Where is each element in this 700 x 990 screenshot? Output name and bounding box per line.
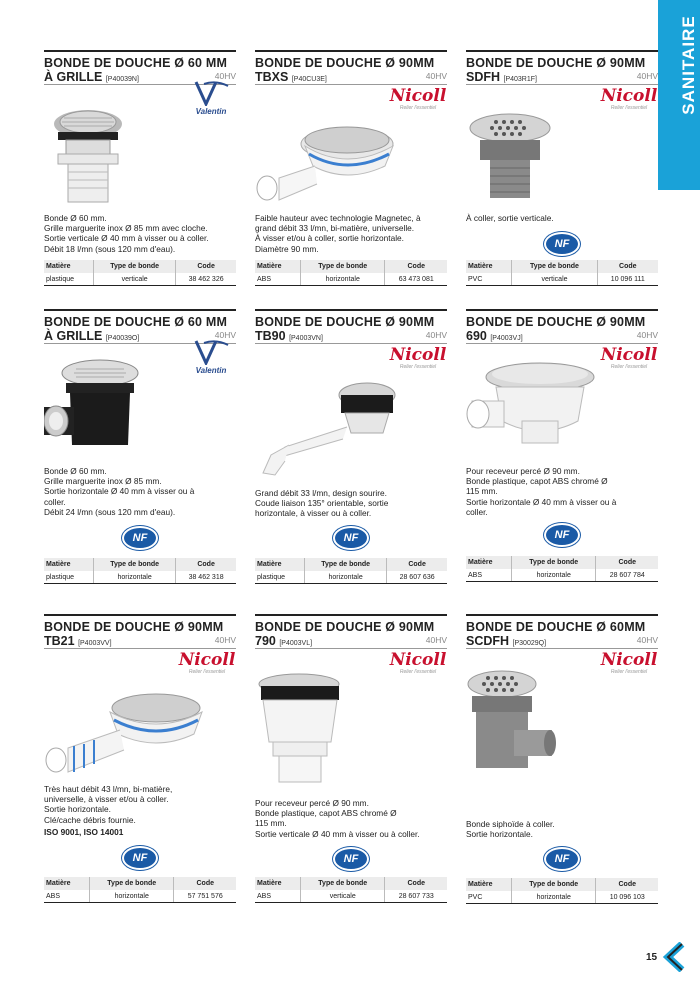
table-row: plastique horizontale 38 462 318 [44,571,236,584]
page-arrow-icon [660,942,690,972]
nf-certification-icon: NF [544,523,580,547]
product-image [255,114,405,204]
nicoll-logo: Nicoll Relier l'essentiel [600,650,658,675]
product-card [466,614,658,904]
product-description: Faible hauteur avec technologie Magnetec, à grand débit 33 l/mn, bi-matière, universelle. À visser et/ou à coller, sortie horizontale. Diamètre 90 mm. [255,213,421,254]
product-title: BONDE DE DOUCHE Ø 90MM [255,56,435,70]
table-row: plastique verticale 38 462 326 [44,273,236,286]
spec-table: Matière Type de bonde Code plastique horizontale 28 607 636 [255,558,447,584]
product-card [255,50,447,290]
product-ref: [P4003VJ] [490,335,523,342]
product-title: BONDE DE DOUCHE Ø 90MM [255,620,435,634]
product-ref: [P4003VL] [279,640,313,647]
product-ref: [P4003VV] [78,640,112,647]
nicoll-logo: Nicoll Relier l'essentiel [600,345,658,370]
nicoll-logo: Nicoll Relier l'essentiel [389,345,447,370]
product-model: SCDFH [466,634,510,648]
nicoll-logo: Nicoll Relier l'essentiel [389,86,447,111]
product-ref: [P4003VN] [289,335,323,342]
spec-table: Matière Type de bonde Code plastique horizontale 38 462 318 [44,558,236,584]
nf-certification-icon: NF [333,526,369,550]
table-row: ABS horizontale 63 473 081 [255,273,447,286]
spec-table: Matière Type de bonde Code PVC verticale 10 096 111 [466,260,658,286]
product-title: BONDE DE DOUCHE Ø 60MM [466,620,646,634]
spec-table: Matière Type de bonde Code ABS horizontale 57 751 576 [44,877,236,903]
hv-label: 40HV [636,330,658,340]
product-card [44,614,236,904]
valentin-logo: Valentin [186,80,236,116]
hv-label: 40HV [214,635,236,645]
product-model: À GRILLE [44,70,103,84]
spec-table: Matière Type de bonde Code ABS horizontale 28 607 784 [466,556,658,582]
product-title: BONDE DE DOUCHE Ø 90MM [255,315,435,329]
nicoll-logo: Nicoll Relier l'essentiel [600,86,658,111]
product-description: Très haut débit 43 l/mn, bi-matière, universelle, à visser et/ou à coller. Sortie horizontale. Clé/cache débris fournie. ISO 9001, ISO 14001 [44,784,236,837]
hv-label: 40HV [214,71,236,81]
product-card [255,309,447,589]
table-row: ABS horizontale 57 751 576 [44,890,236,903]
product-title: BONDE DE DOUCHE Ø 90MM [466,315,646,329]
table-row: PVC horizontale 10 096 103 [466,891,658,904]
product-model: TB21 [44,634,75,648]
nf-certification-icon: NF [122,526,158,550]
product-image [44,357,144,457]
nf-certification-icon: NF [544,232,580,256]
product-model: À GRILLE [44,329,103,343]
product-model: 690 [466,329,487,343]
table-row: ABS horizontale 28 607 784 [466,569,658,582]
table-row: ABS verticale 28 607 733 [255,890,447,903]
product-model: 790 [255,634,276,648]
product-card [466,309,658,589]
product-ref: [P40039O] [105,335,140,342]
spec-table: Matière Type de bonde Code ABS horizontale 63 473 081 [255,260,447,286]
product-description: Bonde Ø 60 mm. Grille marguerite inox Ø 85 mm. Sortie horizontale Ø 40 mm à visser ou à coller. Débit 24 l/mn (sous 120 mm d'eau). [44,466,195,517]
product-image [466,666,556,770]
product-image [466,361,596,461]
product-description: Bonde siphoïde à coller. Sortie horizontale. [466,819,555,840]
nicoll-logo: Nicoll Relier l'essentiel [178,650,236,675]
product-description: À coller, sortie verticale. [466,213,554,223]
product-card [466,50,658,290]
hv-label: 40HV [636,635,658,645]
product-ref: [P30029Q] [512,640,547,647]
product-image [466,110,556,200]
valentin-logo: Valentin [186,339,236,375]
product-card [255,614,447,904]
page-number: 15 [646,952,658,963]
product-description: Pour receveur percé Ø 90 mm. Bonde plastique, capot ABS chromé Ø 115 mm. Sortie horizontale Ø 40 mm à visser ou à coller. [466,466,617,517]
product-model: TB90 [255,329,286,343]
spec-table: Matière Type de bonde Code ABS verticale 28 607 733 [255,877,447,903]
product-model: SDFH [466,70,501,84]
product-description: Bonde Ø 60 mm. Grille marguerite inox Ø 85 mm avec cloche. Sortie verticale Ø 40 mm à visser ou à coller. Débit 18 l/mn (sous 120 mm d'eau). [44,213,209,254]
product-image [255,672,345,784]
product-ref: [P40CU3E] [291,76,327,83]
side-tab: SANITAIRE [658,0,700,190]
product-description: Grand débit 33 l/mn, design sourire. Coude liaison 135° orientable, sortie horizontale, à visser ou à coller. [255,488,389,519]
product-ref: [P40039N] [105,76,139,83]
spec-table: Matière Type de bonde Code plastique verticale 38 462 326 [44,260,236,286]
product-title: BONDE DE DOUCHE Ø 60 MM [44,56,228,70]
product-image [44,686,204,786]
product-ref: [P403R1F] [503,76,537,83]
product-title: BONDE DE DOUCHE Ø 60 MM [44,315,228,329]
nf-certification-icon: NF [122,846,158,870]
hv-label: 40HV [214,330,236,340]
nf-certification-icon: NF [544,847,580,871]
product-description: Pour receveur percé Ø 90 mm. Bonde plastique, capot ABS chromé Ø 115 mm. Sortie verticale Ø 40 mm à visser ou à coller. [255,798,420,839]
product-image [44,106,132,206]
product-image [255,377,405,477]
product-title: BONDE DE DOUCHE Ø 90MM [466,56,646,70]
product-title: BONDE DE DOUCHE Ø 90MM [44,620,224,634]
hv-label: 40HV [636,71,658,81]
spec-table: Matière Type de bonde Code PVC horizontale 10 096 103 [466,878,658,904]
nf-certification-icon: NF [333,847,369,871]
product-card [44,309,236,589]
table-row: PVC verticale 10 096 111 [466,273,658,286]
product-model: TBXS [255,70,289,84]
nicoll-logo: Nicoll Relier l'essentiel [389,650,447,675]
table-row: plastique horizontale 28 607 636 [255,571,447,584]
product-card [44,50,236,290]
hv-label: 40HV [425,330,447,340]
hv-label: 40HV [425,635,447,645]
iso-certifications: ISO 9001, ISO 14001 [44,826,124,837]
hv-label: 40HV [425,71,447,81]
